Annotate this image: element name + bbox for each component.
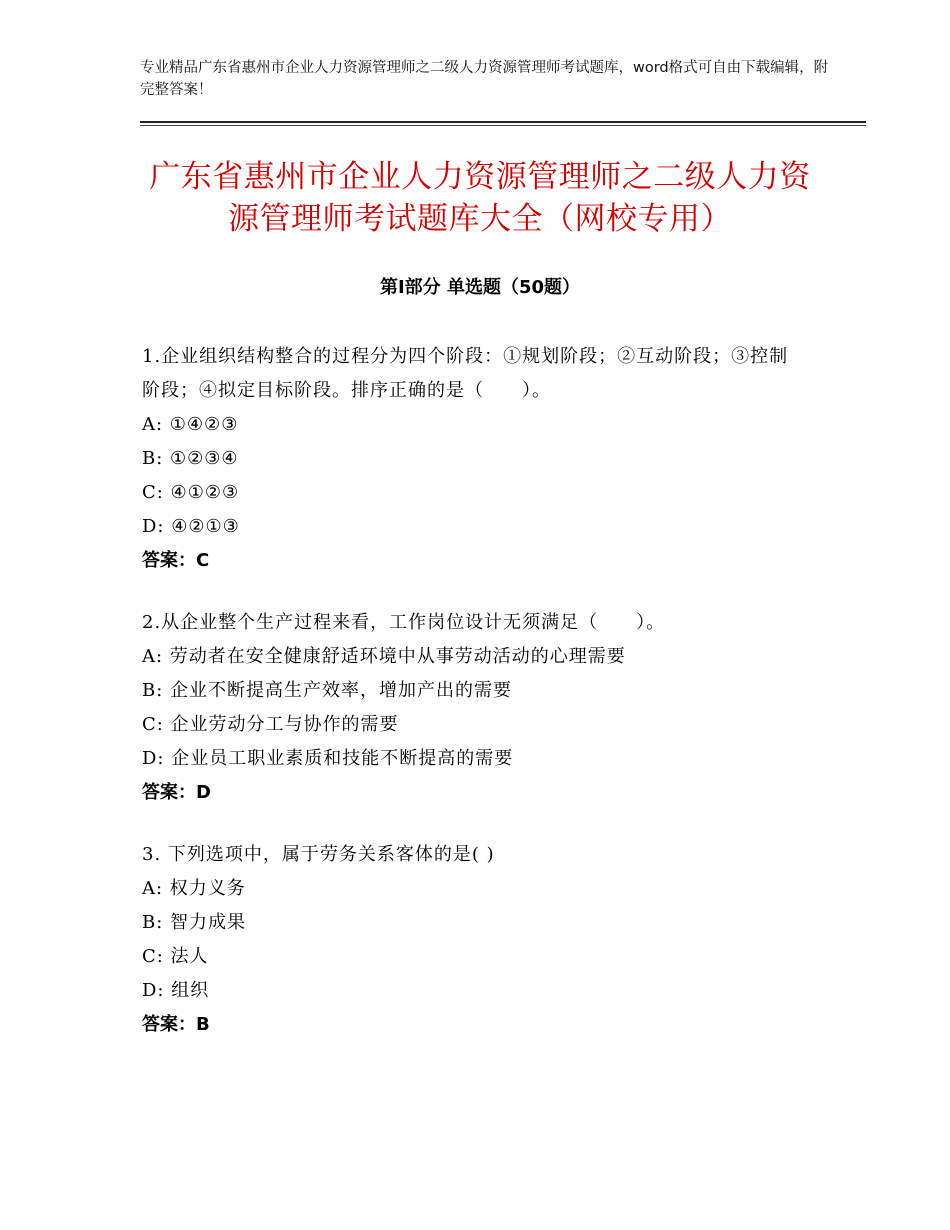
option-a: A: 权力义务	[142, 878, 246, 899]
option-c: C: 企业劳动分工与协作的需要	[142, 714, 399, 735]
answer: 答案：C	[142, 550, 210, 571]
section-heading: 第Ⅰ部分 单选题（50题）	[379, 277, 580, 298]
option-d: D: 组织	[142, 980, 210, 1001]
question-3	[142, 838, 802, 1042]
option-b: B: ①②③④	[142, 448, 239, 469]
question-2	[142, 606, 802, 810]
header-divider-thin	[140, 125, 866, 126]
option-b: B: 智力成果	[142, 912, 247, 933]
option-a: A: 劳动者在安全健康舒适环境中从事劳动活动的心理需要	[142, 646, 626, 667]
question-stem: 3. 下列选项中，属于劳务关系客体的是( )	[142, 844, 495, 865]
option-b: B: 企业不断提高生产效率，增加产出的需要	[142, 680, 513, 701]
header-divider-thick	[140, 121, 866, 123]
answer: 答案：B	[142, 1014, 210, 1035]
question-stem: 1.企业组织结构整合的过程分为四个阶段：①规划阶段；②互动阶段；③控制阶段；④拟定目标阶段。排序正确的是（ ）。	[142, 346, 789, 401]
answer: 答案：D	[142, 782, 211, 803]
option-a: A: ①④②③	[142, 414, 239, 435]
question-stem: 2.从企业整个生产过程来看，工作岗位设计无须满足（ ）。	[142, 612, 666, 633]
header-note: 专业精品广东省惠州市企业人力资源管理师之二级人力资源管理师考试题库，word格式可自由下载编辑，附完整答案！	[140, 60, 829, 98]
option-d: D: 企业员工职业素质和技能不断提高的需要	[142, 748, 514, 769]
option-c: C: 法人	[142, 946, 209, 967]
question-1	[142, 340, 802, 578]
option-c: C: ④①②③	[142, 482, 240, 503]
document-title: 广东省惠州市企业人力资源管理师之二级人力资源管理师考试题库大全（网校专用）	[149, 159, 811, 237]
option-d: D: ④②①③	[142, 516, 240, 537]
question-list	[142, 340, 802, 1070]
